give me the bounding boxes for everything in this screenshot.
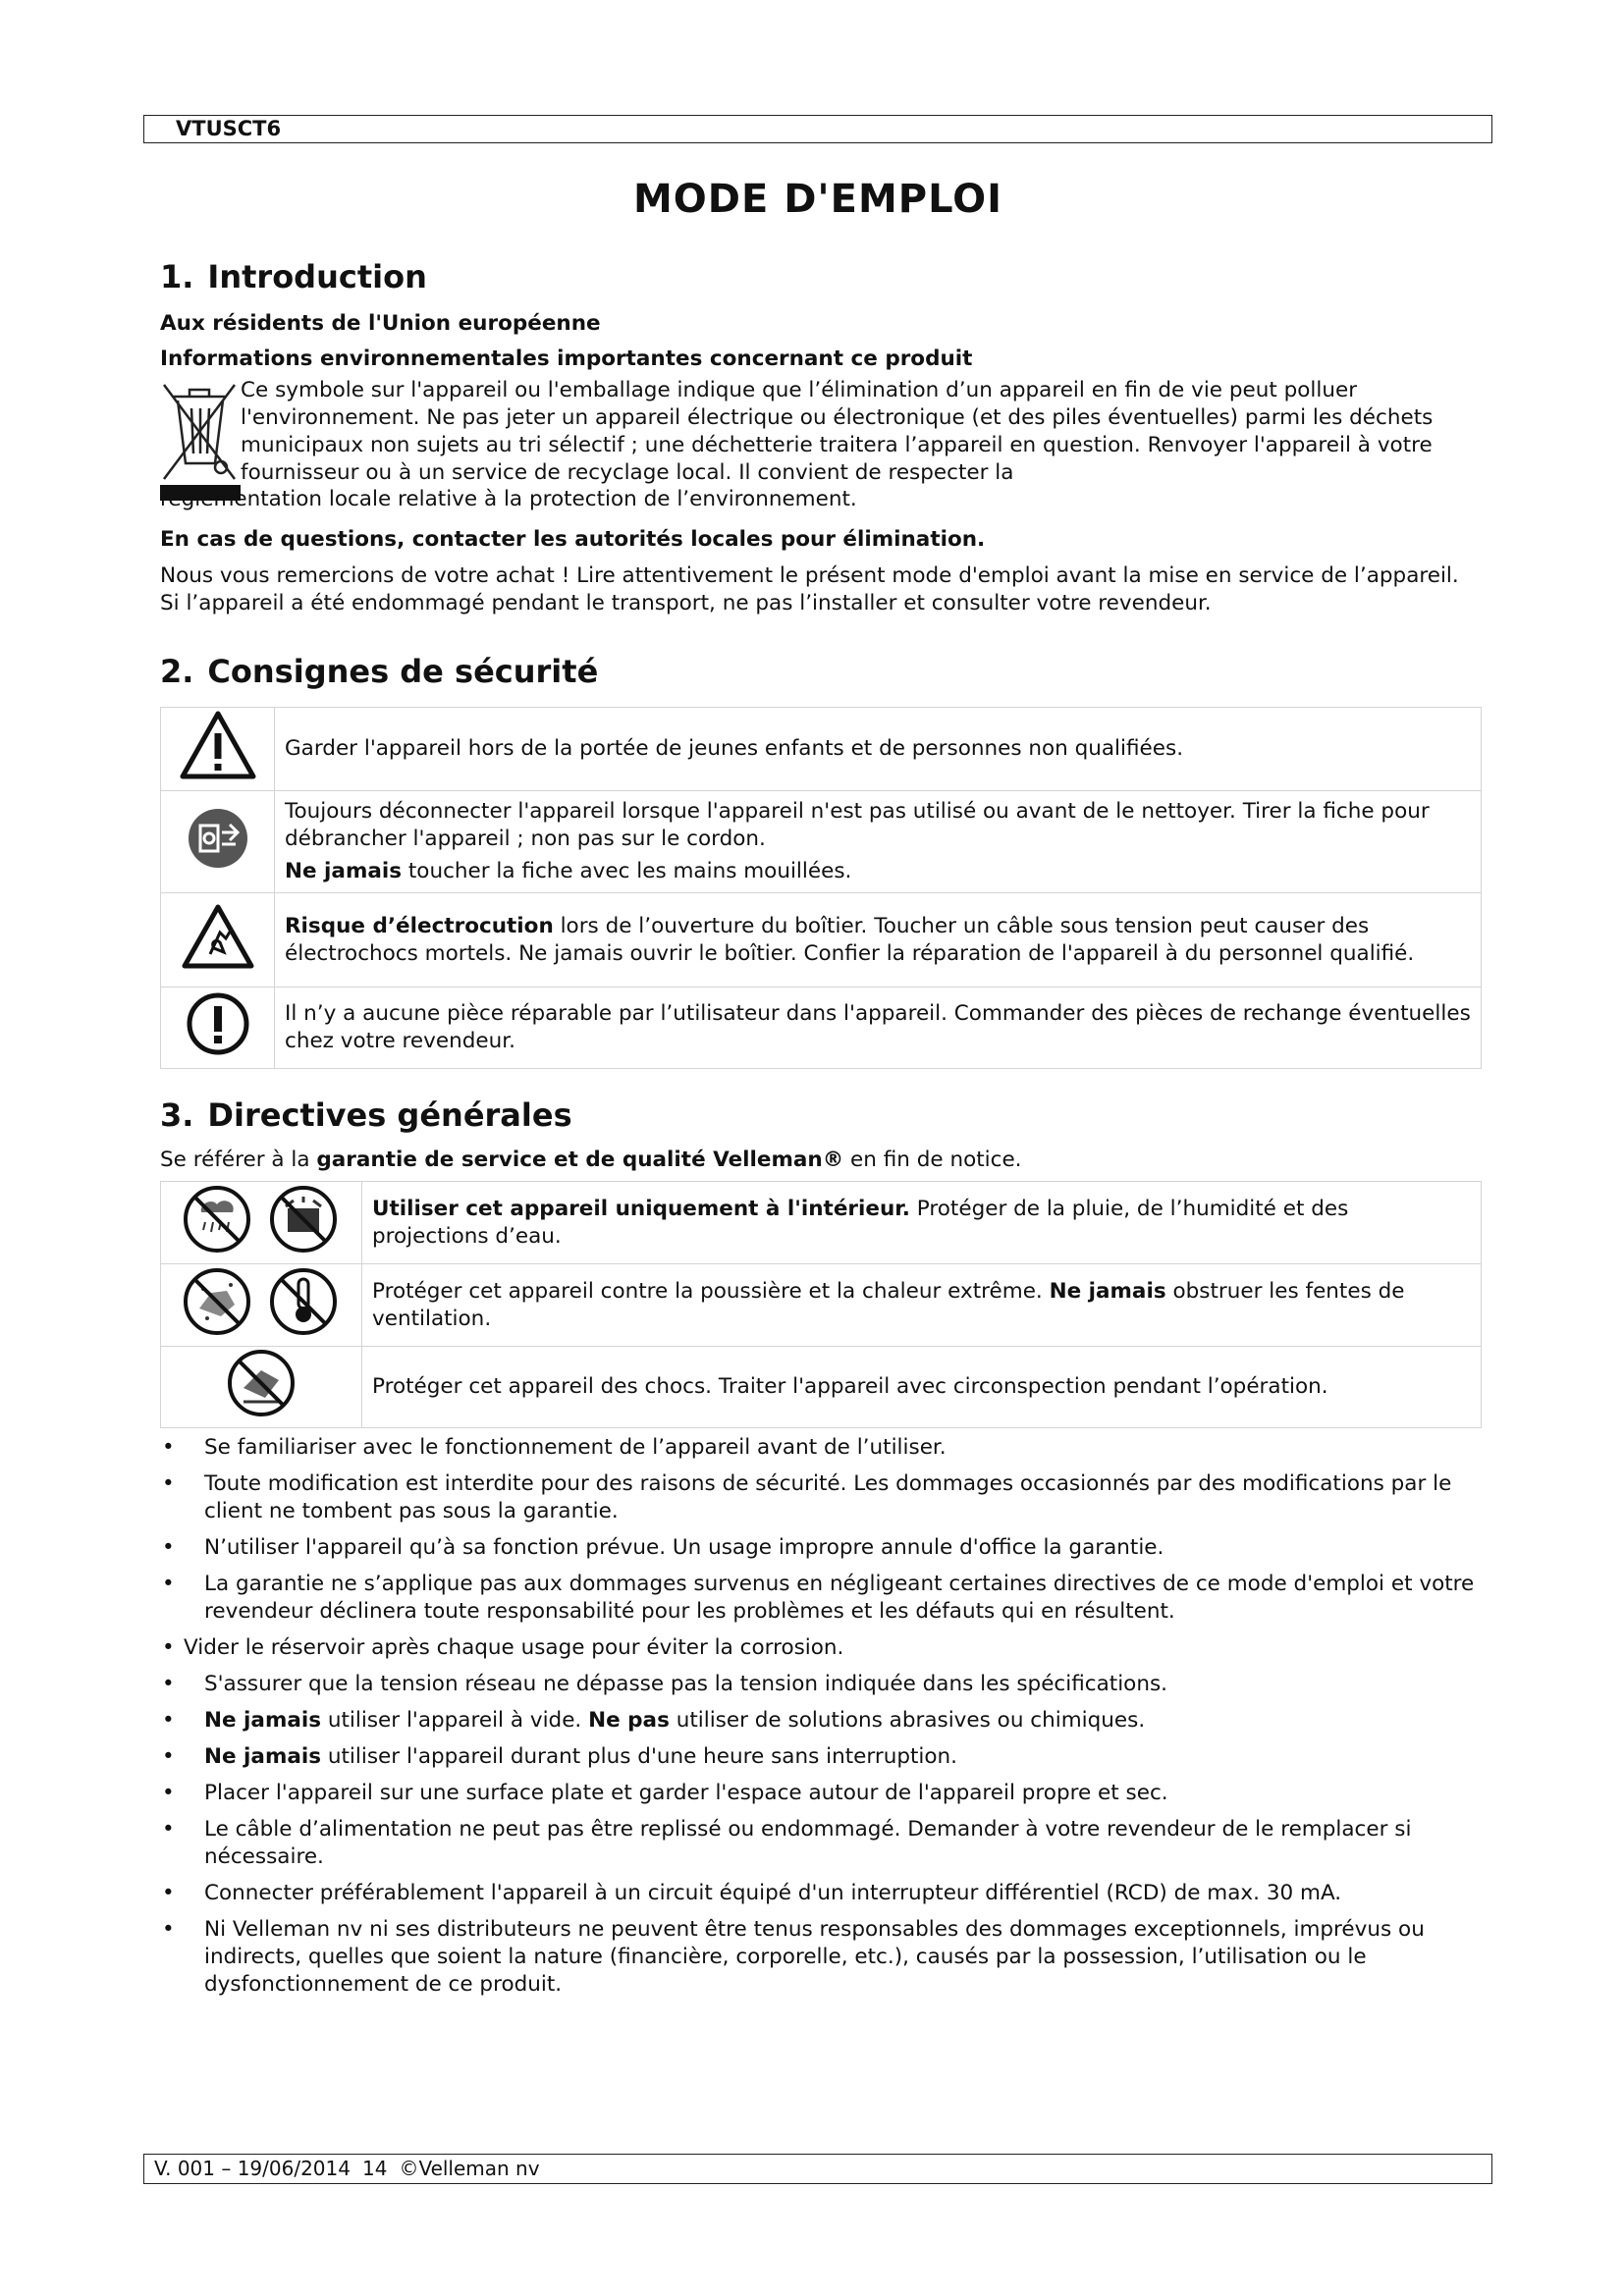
section-number: 1.	[160, 258, 194, 295]
plain-text: lors de l’ouverture du boîtier. Toucher un câble sous tension peut causer des électrochocs mortels. Ne jamais ouvrir le boîtier. Confier la réparation de l'appareil à du personnel qualifié.	[285, 913, 1415, 966]
table-row	[161, 988, 1482, 1069]
table-row	[161, 1264, 1482, 1347]
list-item: • La garantie ne s’applique pas aux dommages survenus en négligeant certaines directives de ce mode d'emploi et votre revendeur déclinera toute responsabilité pour les problèmes et les défauts qui en résultent.	[160, 1571, 1481, 1626]
plain-text: en fin de notice.	[843, 1148, 1022, 1172]
dust-heat-icons	[161, 1264, 362, 1347]
exclamation-circle-icon	[161, 988, 275, 1069]
list-item: • Connecter préférablement l'appareil à un circuit équipé d'un interrupteur différentiel (RCD) de max. 30 mA.	[160, 1880, 1481, 1907]
questions-note: En cas de questions, contacter les autorités locales pour élimination.	[160, 527, 986, 552]
no-heat-icon	[272, 1270, 335, 1333]
plain-text: Protéger cet appareil contre la poussière et la chaleur extrême.	[372, 1278, 1050, 1304]
safety-text: Il n’y a aucune pièce réparable par l’utilisateur dans l'appareil. Commander des pièces de rechange éventuelles chez votre revendeur.	[275, 988, 1482, 1069]
list-item	[160, 1707, 1481, 1735]
environment-info-subtitle: Informations environnementales importantes concernant ce produit	[160, 347, 973, 371]
bold-text: Ne jamais	[285, 859, 403, 883]
table-row	[161, 1347, 1482, 1428]
list-item: • S'assurer que la tension réseau ne dépasse pas la tension indiquée dans les spécifications.	[160, 1671, 1481, 1698]
safety-text	[275, 893, 1482, 988]
plain-text: Protéger de la pluie, de l’humidité et des projections d’eau.	[372, 1196, 1349, 1249]
general-directives-table	[160, 1181, 1482, 1428]
general-directives-list	[160, 1434, 1481, 1999]
plain-text: toucher la fiche avec les mains mouillées.	[402, 859, 852, 883]
section-3-heading	[160, 1095, 1481, 1135]
list-item: • N’utiliser l'appareil qu’à sa fonction prévue. Un usage impropre annule d'office la garantie.	[160, 1534, 1481, 1562]
bold-text: Risque d’électrocution	[285, 913, 554, 938]
weee-text-last: réglementation locale relative à la protection de l’environnement.	[160, 487, 857, 511]
section-number: 2.	[160, 653, 194, 690]
footer-page-number: 14	[361, 2157, 388, 2180]
no-dust-icon	[186, 1270, 248, 1333]
table-row	[161, 1182, 1482, 1264]
plain-text: utiliser l'appareil durant plus d'une heure sans interruption.	[321, 1744, 957, 1769]
footer-copyright: ©Velleman nv	[399, 2157, 540, 2180]
wet-hands-text	[285, 858, 1471, 885]
list-item: • Se familiariser avec le fonctionnement de l’appareil avant de l’utiliser.	[160, 1434, 1481, 1462]
bold-text: Ne pas	[588, 1708, 670, 1733]
weee-text: Ce symbole sur l'appareil ou l'emballage indique que l’élimination d’un appareil en fin de vie peut polluer l'environnement. Ne pas jeter un appareil électrique ou électronique (et des piles éventuelles) parmi les déchets municipaux non sujets au tri sélectif ; une déchetterie traitera l’appareil en question. Renvoyer l'appareil à votre fournisseur ou à un service de recyclage local. Il convient de respecter la	[241, 378, 1434, 485]
no-shock-icon	[161, 1347, 362, 1428]
plain-text: Se référer à la	[160, 1148, 317, 1172]
eu-residents-subtitle: Aux résidents de l'Union européenne	[160, 311, 601, 336]
no-rain-icon	[186, 1188, 248, 1251]
content	[160, 257, 1481, 2007]
footer-version: V. 001 – 19/06/2014	[154, 2157, 351, 2180]
unplug-text: Toujours déconnecter l'appareil lorsque l'appareil n'est pas utilisé ou avant de le nettoyer. Tirer la fiche pour débrancher l'appareil ; non pas sur le cordon.	[285, 799, 1430, 851]
list-item: • Ni Velleman nv ni ses distributeurs ne peuvent être tenus responsables des dommages exceptionnels, imprévus ou indirects, quelles que soient la nature (financière, corporelle, etc.), causés par la possession, l’utilisation ou le dysfonctionnement de ce produit.	[160, 1916, 1481, 1999]
weee-notice	[160, 377, 1481, 518]
safety-text: Garder l'appareil hors de la portée de jeunes enfants et de personnes non qualifiées.	[275, 708, 1482, 791]
header-product-code: VTUSCT6	[143, 115, 1492, 143]
bold-text: Ne jamais	[204, 1708, 322, 1733]
section-1-heading	[160, 257, 1481, 296]
electric-shock-icon	[161, 893, 275, 988]
table-row	[161, 791, 1482, 893]
section-title: Introduction	[207, 258, 427, 295]
safety-text	[275, 791, 1482, 893]
section-number: 3.	[160, 1096, 194, 1134]
plain-text: utiliser l'appareil à vide.	[321, 1708, 589, 1733]
section-title: Consignes de sécurité	[207, 653, 599, 690]
list-item	[160, 1743, 1481, 1771]
no-water-splash-icon	[272, 1188, 335, 1251]
crossed-bin-icon	[160, 377, 241, 501]
section-2-heading	[160, 652, 1481, 691]
footer	[143, 2154, 1492, 2184]
bold-text: garantie de service et de qualité Velleman®	[316, 1148, 844, 1172]
plain-text: utiliser de solutions abrasives ou chimiques.	[669, 1708, 1146, 1733]
safety-table	[160, 707, 1482, 1069]
list-item: • Toute modification est interdite pour des raisons de sécurité. Les dommages occasionnés par des modifications par le client ne tombent pas sous la garantie.	[160, 1470, 1481, 1525]
bold-text: Ne jamais	[1049, 1278, 1166, 1304]
table-row	[161, 708, 1482, 791]
bold-text: Utiliser cet appareil uniquement à l'intérieur.	[372, 1196, 910, 1221]
indoor-use-icons	[161, 1182, 362, 1264]
warranty-reference	[160, 1147, 1481, 1174]
warning-triangle-icon	[161, 708, 275, 791]
bold-text: Ne jamais	[204, 1744, 322, 1769]
section-title: Directives générales	[207, 1096, 572, 1134]
directive-text: Protéger cet appareil des chocs. Traiter l'appareil avec circonspection pendant l’opération.	[362, 1347, 1482, 1428]
directive-text	[362, 1182, 1482, 1264]
unplug-icon	[161, 791, 275, 893]
table-row	[161, 893, 1482, 988]
directive-text	[362, 1264, 1482, 1347]
list-item: • Vider le réservoir après chaque usage pour éviter la corrosion.	[160, 1634, 1481, 1662]
page-title: MODE D'EMPLOI	[632, 177, 1003, 222]
plain-text: obstruer les fentes de ventilation.	[372, 1278, 1405, 1331]
list-item: • Le câble d’alimentation ne peut pas être replissé ou endommagé. Demander à votre revendeur de le remplacer si nécessaire.	[160, 1816, 1481, 1871]
list-item: • Placer l'appareil sur une surface plate et garder l'espace autour de l'appareil propre et sec.	[160, 1780, 1481, 1807]
thanks-paragraph: Nous vous remercions de votre achat ! Lire attentivement le présent mode d'emploi avant la mise en service de l’appareil. Si l’appareil a été endommagé pendant le transport, ne pas l’installer et consulter votre revendeur.	[160, 563, 1459, 615]
